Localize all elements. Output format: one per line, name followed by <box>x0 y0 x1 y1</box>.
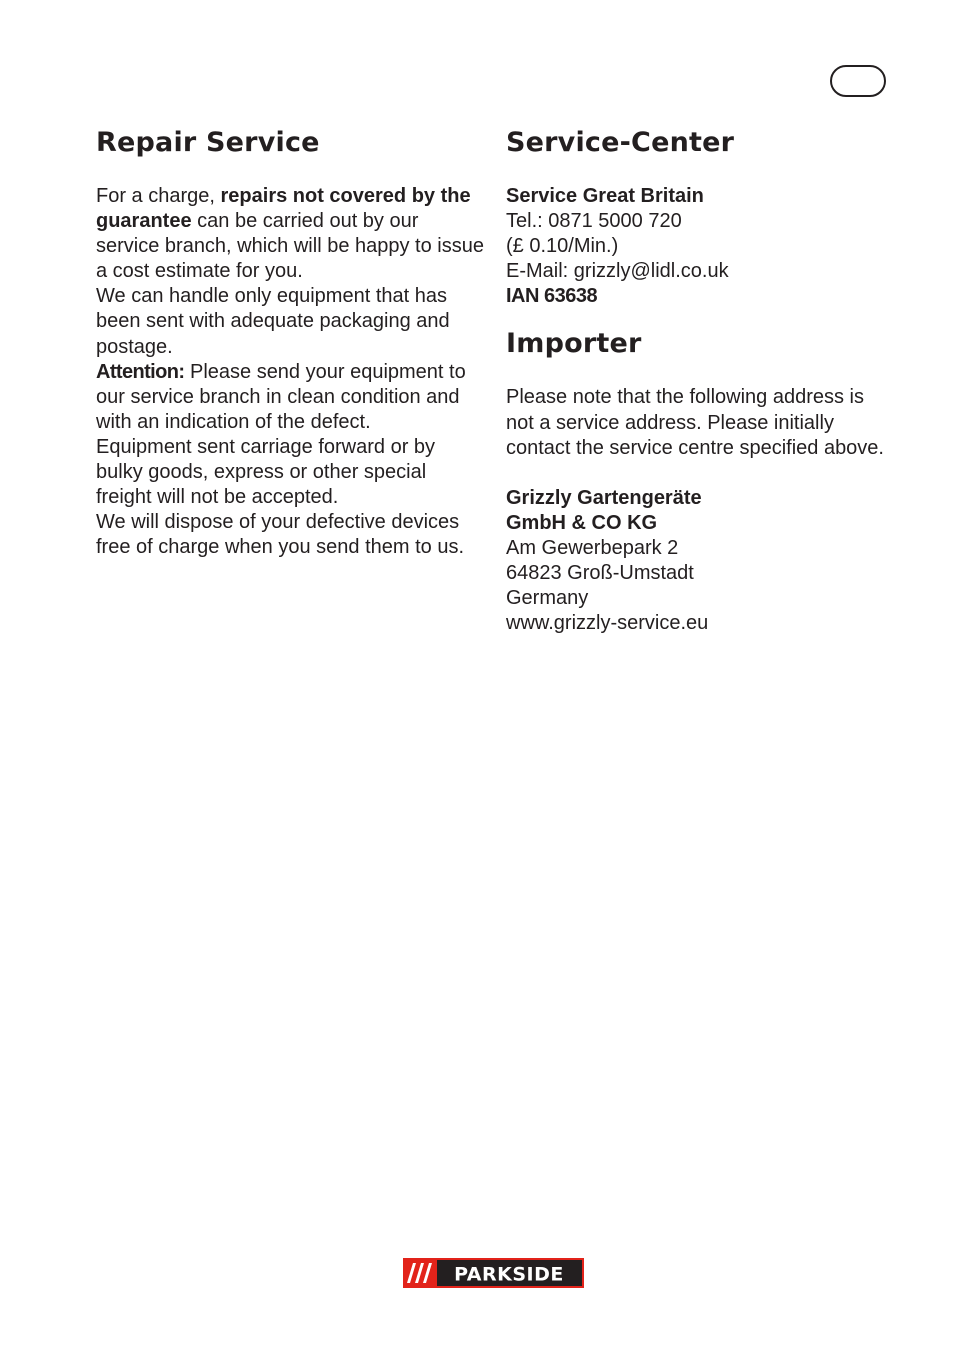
service-center-details <box>506 184 886 309</box>
importer-company-line-1: Grizzly Gartengeräte <box>506 486 702 509</box>
language-badge <box>830 65 886 97</box>
importer-city: 64823 Groß-Umstadt <box>506 562 694 585</box>
repair-service-bold-phrase: repairs not covered by the guarantee <box>96 185 471 233</box>
repair-service-paragraph-2: We can handle only equipment that has been sent with adequate packaging and postage. <box>96 285 450 358</box>
service-center-heading: Service-Center <box>506 127 735 158</box>
repair-service-paragraph-4: Equipment sent carriage forward or by bulky goods, express or other special freight will not be accepted. <box>96 435 436 509</box>
importer-street: Am Gewerbepark 2 <box>506 536 679 559</box>
ian-number: IAN 63638 <box>506 285 598 308</box>
repair-service-heading: Repair Service <box>96 127 320 158</box>
repair-service-paragraph-1: For a charge, repairs not covered by the guarantee can be carried out by our service branch, which will be happy to issue a cost estimate for you. <box>96 185 484 283</box>
parkside-logo <box>403 1258 584 1288</box>
logo-wordmark: PARKSIDE <box>454 1263 564 1286</box>
repair-service-section <box>96 126 486 560</box>
attention-label: Attention: <box>96 360 185 383</box>
importer-website: www.grizzly-service.eu <box>506 612 709 635</box>
importer-heading: Importer <box>506 328 642 360</box>
repair-service-attention-paragraph: Attention: Please send your equipment to our service branch in clean condition and with an indication of the defect. <box>96 360 466 433</box>
importer-company-line-2: GmbH & CO KG <box>506 511 658 534</box>
importer-note: Please note that the following address is not a service address. Please initially contact the service centre specified above. <box>506 386 884 459</box>
importer-country: Germany <box>506 587 589 610</box>
repair-service-paragraph-5: We will dispose of your defective devices free of charge when you send them to us. <box>96 511 464 559</box>
importer-address <box>506 486 886 637</box>
service-center-rate: (£ 0.10/Min.) <box>506 235 619 258</box>
service-center-phone: Tel.: 0871 5000 720 <box>506 210 682 233</box>
service-center-name: Service Great Britain <box>506 185 704 207</box>
contact-section <box>506 126 886 636</box>
service-center-email: E-Mail: grizzly@lidl.co.uk <box>506 260 729 283</box>
